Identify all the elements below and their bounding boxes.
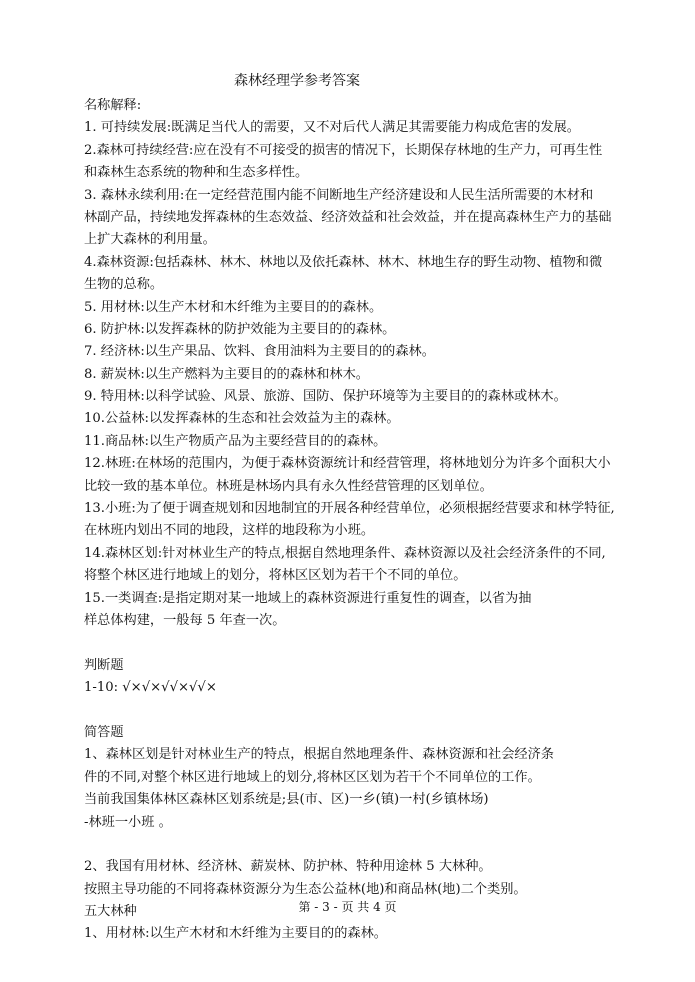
text-line: 林副产品，持续地发挥森林的生态效益、经济效益和社会效益，并在提高森林生产力的基础	[84, 209, 612, 225]
text-line: 1. 可持续发展:既满足当代人的需要，又不对后代人满足其需要能力构成危害的发展。	[84, 120, 580, 136]
section-heading-true-false: 判断题	[84, 657, 124, 673]
text-line: 比较一致的基本单位。林班是林场内具有永久性经营管理的区划单位。	[84, 478, 493, 494]
text-line: 和森林生态系统的物种和生态多样性。	[84, 165, 309, 181]
text-line: 件的不同,对整个林区进行地域上的划分,将林区区划为若干个不同单位的工作。	[84, 769, 541, 785]
section-heading-definitions: 名称解释:	[84, 98, 142, 113]
text-line: 7. 经济林:以生产果品、饮料、食用油料为主要目的的森林。	[84, 344, 435, 360]
text-line: 1、用材林:以生产木材和木纤维为主要目的的森林。	[84, 926, 387, 942]
text-line: 样总体构建，一般每 5 年查一次。	[84, 612, 286, 628]
text-line: 将整个林区进行地域上的划分，将林区区划为若干个不同的单位。	[84, 568, 467, 584]
text-line: 当前我国集体林区森林区划系统是;县(市、区)一乡(镇)一村(乡镇林场)	[84, 792, 489, 808]
text-line: 五大林种	[84, 904, 137, 920]
text-line: 15.一类调查:是指定期对某一地域上的森林资源进行重复性的调查，以省为抽	[84, 590, 532, 606]
text-line: 在林班内划出不同的地段，这样的地段称为小班。	[84, 523, 375, 539]
short-answer-q1	[84, 744, 644, 834]
definitions-list	[84, 117, 644, 632]
text-line: 生物的总称。	[84, 277, 164, 293]
text-line: 9. 特用林:以科学试验、风景、旅游、国防、保护环境等为主要目的的森林或林木。	[84, 389, 567, 405]
text-line: -林班一小班 。	[84, 814, 172, 830]
text-line: 12.林班:在林场的范围内，为便于森林资源统计和经营管理，将林地划分为许多个面积大小	[84, 456, 611, 472]
document-body	[84, 95, 644, 946]
text-line: 13.小班:为了便于调查规划和因地制宜的开展各种经营单位，必须根据经营要求和林学特征,	[84, 501, 615, 517]
text-line: 5. 用材林:以生产木材和木纤维为主要目的的森林。	[84, 299, 383, 315]
text-line: 1、森林区划是针对林业生产的特点，根据自然地理条件、森林资源和社会经济条	[84, 747, 554, 763]
text-line: 4.森林资源:包括森林、林木、林地以及依托森林、林木、林地生存的野生动物、植物和微	[84, 254, 603, 270]
spacer	[84, 632, 644, 654]
text-line: 11.商品林:以生产物质产品为主要经营目的的森林。	[84, 433, 387, 449]
text-line: 2、我国有用材林、经济林、薪炭林、防护林、特种用途林 5 大林种。	[84, 859, 492, 875]
spacer	[84, 700, 644, 722]
text-line: 6. 防护林:以发挥森林的防护效能为主要目的的森林。	[84, 321, 396, 337]
text-line: 10.公益林:以发挥森林的生态和社会效益为主的森林。	[84, 411, 400, 427]
section-heading-short-answer: 简答题	[84, 724, 124, 740]
spacer	[84, 834, 644, 856]
document-title: 森林经理学参考答案	[234, 73, 360, 89]
text-line: 按照主导功能的不同将森林资源分为生态公益林(地)和商品林(地)二个类别。	[84, 881, 527, 897]
true-false-answers: 1-10: √×√×√√×√√×	[84, 680, 217, 696]
text-line: 3. 森林永续利用:在一定经营范围内能不间断地生产经济建设和人民生活所需要的木材和	[84, 187, 594, 203]
text-line: 2.森林可持续经营:应在没有不可接受的损害的情况下，长期保存林地的生产力，可再生性	[84, 142, 603, 158]
text-line: 上扩大森林的利用量。	[84, 232, 216, 248]
text-line: 8. 薪炭林:以生产燃料为主要目的的森林和林木。	[84, 366, 369, 382]
page-number-footer: 第 - 3 - 页 共 4 页	[298, 900, 397, 914]
text-line: 14.森林区划:针对林业生产的特点,根据自然地理条件、森林资源以及社会经济条件的不同,	[84, 545, 606, 561]
